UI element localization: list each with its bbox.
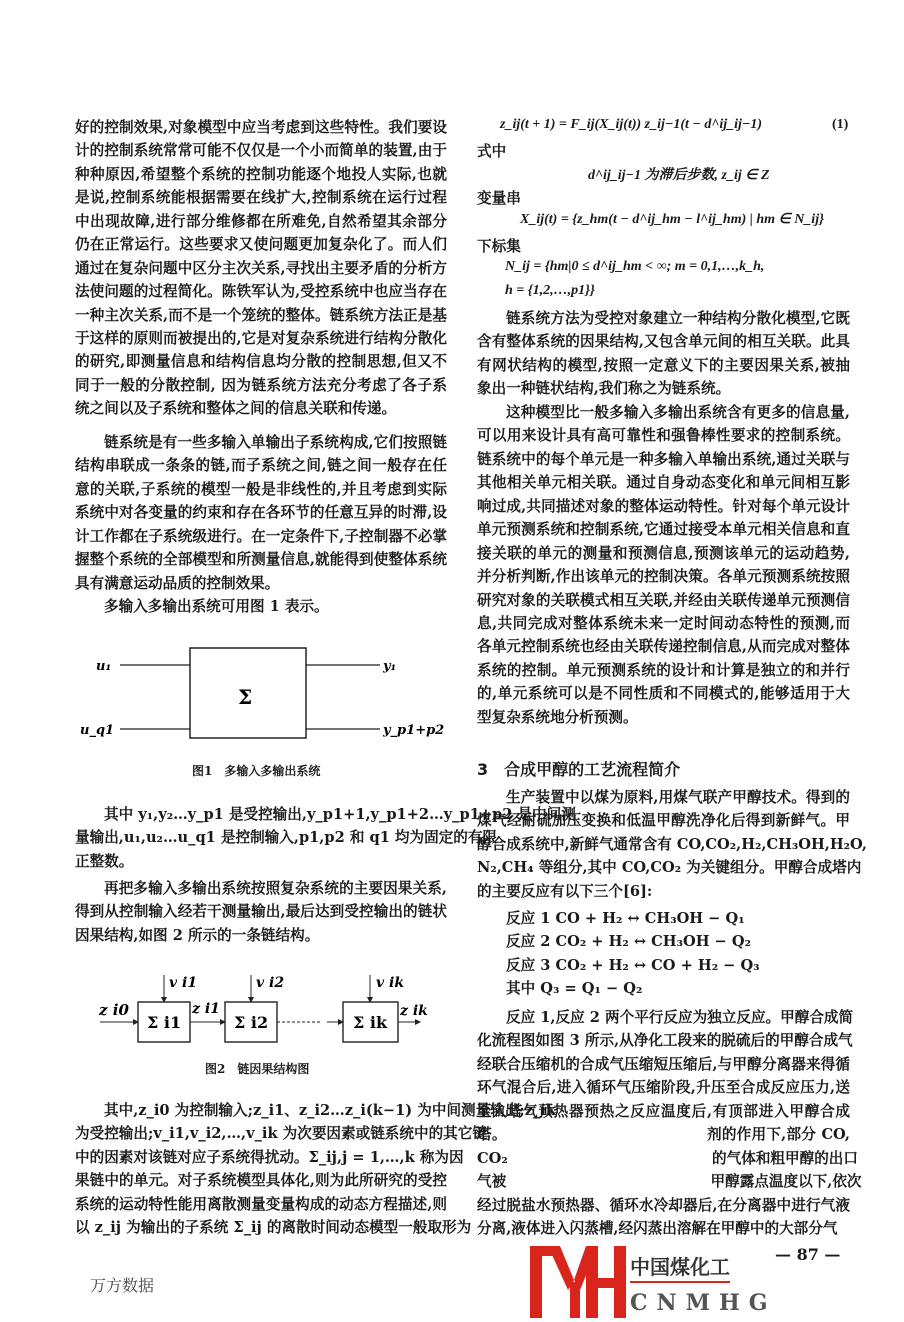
equation-variable-string: X_ij(t) = {z_hm(t − d^ij_hm − l^ij_hm) | hm ∈ N_ij} [520,212,824,227]
equation-1: z_ij(t + 1) = F_ij(X_ij(t)) z_ij−1(t − d^ij_ij−1) [500,117,763,132]
text-line: 各单元控制系统也经由关联传递控制信息,从而完成对整体 [477,638,850,656]
figure-1-caption: 图1 多输入多输出系统 [192,764,321,778]
text-line: 研究对象的关联模式相互关联,并经由关联传递单元预测信 [477,591,850,609]
equation-delay: d^ij_ij−1 为滞后步数, z_ij ∈ Z [588,168,770,183]
section-heading-3: 3 合成甲醇的工艺流程简介 [477,760,681,779]
label-sigma-2: Σ i2 [234,1013,269,1032]
text-line: 醇合成系统中,新鲜气通常含有 CO,CO₂,H₂,CH₃OH,H₂O, [477,835,867,853]
text-line: 于这样的原则而被提出的,它是对复杂系统进行结构分散化 [75,329,447,347]
text-line: 塔。 剂的作用下,部分 CO, [477,1126,850,1144]
text-line: 反应 1,反应 2 两个平行反应为独立反应。甲醇合成简 [506,1009,854,1026]
text-line: 化流程图如图 3 所示,从净化工段来的脱硫后的甲醇合成气 [477,1032,853,1050]
text-line: 具有满意运动品质的控制效果。 [75,574,280,592]
text-line: 型复杂系统地分析预测。 [477,708,638,726]
text-line: 其中 Q₃ = Q₁ − Q₂ [506,980,643,998]
label-v1: v i1 [169,975,198,991]
text-line: 系统的运动特性能用离散测量变量构成的动态方程描述,则 [75,1195,447,1213]
text-line: 反应 2 CO₂ + H₂ ↔ CH₃OH − Q₂ [506,933,751,951]
label-zk: z ik [400,1003,428,1019]
equation-subscript-set-cont: h = {1,2,…,p1}} [505,283,595,298]
text-line: 的研究,即测量信息和结构信息均分散的控制思想,但又不 [75,353,447,371]
text-line: 计工作都在子系统级进行。在一定条件下,子控制器不必掌 [75,527,447,545]
text-line: 这种模型比一般多输入多输出系统含有更多的信息量, [506,404,850,421]
text-line: 系统的控制。单元预测系统的设计和计算是独立的和并行 [477,661,850,679]
figure-1-mimo-diagram [80,640,450,750]
text-line: 法使问题的过程简化。陈铁军认为,受控系统中也应当存在 [75,283,447,301]
text-line: 的,单元系统可以是不同性质和不同模式的,能够适用于大 [477,685,850,703]
text-line: 正整数。 [75,852,134,870]
text-line: 系统中对各变量的约束和存在各环节的任意互异的时滞,设 [75,504,447,522]
text-line: 接关联的单元的测量和预测信息,预测该单元的运动趋势, [477,544,850,562]
text-line: 再把多输入多输出系统按照复杂系统的主要因果关系, [104,880,447,897]
paragraph-chain-system [75,431,447,595]
text-line: 息,共同完成对整体系统未来一定时间动态特性的预测,而 [477,614,850,632]
paragraph-production [477,786,867,903]
text-line: 量输出,u₁,u₂…u_q1 是控制输入,p1,p2 和 q1 均为固定的有限 [75,829,498,847]
footer-source: 万方数据 [90,1276,155,1295]
label-y1: y₁ [383,659,397,674]
text-line: 环气混合后,进入循环气压缩阶段,升压至合成反应压力,送 [477,1079,850,1097]
text-line: 计的控制系统常常可能不仅仅是一个小而简单的装置,由于 [75,142,447,160]
text-line: 链系统是有一些多输入单输出子系统构成,它们按照链 [104,434,447,451]
label-u1: u₁ [96,659,112,674]
text-line: 单元预测系统和控制系统,它通过接受本单元相关信息和直 [477,521,850,539]
label-sigma-1: Σ i1 [147,1013,182,1032]
label-vk: v ik [376,975,405,991]
label-yp: y_p1+p2 [383,723,445,738]
text-line: 得到从控制输入经若干测量输出,最后达到受控输出的链状 [75,903,447,921]
label-subscript-set: 下标集 [477,238,521,255]
paragraph-process-flow [477,1006,862,1240]
text-line: 同于一般的分散控制, 因为链系统方法充分考虑了各子系 [75,376,447,394]
text-line: 象出一种链状结构,我们称之为链系统。 [477,380,731,398]
text-line: 其中,z_i0 为控制输入;z_i1、z_i2…z_i(k−1) 为中间测量输出;z_ik [104,1102,557,1119]
label-z1: z i1 [192,1001,220,1017]
text-line: 反应 3 CO₂ + H₂ ↔ CO + H₂ − Q₃ [506,956,760,974]
reaction-list [477,907,850,1001]
text-line: 其中 y₁,y₂…y_p1 是受控输出,y_p1+1,y_p1+2…y_p1+p2 是中间测 [104,806,576,823]
label-sigma: Σ [238,685,253,709]
watermark-logo [530,1246,777,1318]
text-line: 可以用来设计具有高可靠性和强鲁棒性要求的控制系统。 [477,427,850,445]
text-line: 多输入多输出系统可用图 1 表示。 [104,598,329,615]
label-variable-string: 变量串 [477,190,521,207]
paragraph-chain-structure [75,877,447,947]
paragraph-chain-variables [75,1099,557,1240]
text-line: 其他相关单元相关联。通过自身动态变化和单元间相互影 [477,474,850,492]
label-where: 式中 [477,143,507,160]
text-line: 并分析判断,作出该单元的控制决策。各单元预测系统按照 [477,568,850,586]
watermark-cn: 中国煤化工 [630,1255,730,1279]
text-line: 中出现故障,进行部分维修都在所难免,自然希望其余部分 [75,212,447,230]
text-line: 煤气经耐硫加压变换和低温甲醇洗净化后得到新鲜气。甲 [477,812,850,830]
text-line: 至入塔气预热器预热之反应温度后,有顶部进入甲醇合成 [477,1102,850,1120]
label-sigma-k: Σ ik [353,1013,388,1032]
paragraph-intro-continued [75,116,447,421]
text-line: 链系统方法为受控对象建立一种结构分散化模型,它既 [506,310,850,327]
text-line: 中的因素对该链对应子系统得扰动。Σ_ij,j = 1,…,k 称为因 [75,1148,464,1166]
text-line: 含有整体系统的因果结构,又包含单元间的相互关联。此具 [477,333,850,351]
text-line: 种种原因,希望整个系统的控制功能逐个地投人实际,也就 [75,165,447,183]
paragraph-chain-method [477,307,850,401]
text-line: 握整个系统的全部模型和所测量信息,就能得到使整体系统 [75,551,447,569]
equation-1-number: (1) [832,117,849,132]
watermark-en: CNMHG [630,1290,777,1316]
text-line: 气被 甲醇露点温度以下,依次 [477,1173,862,1191]
text-line: 响过成,共同描述对象的整体运动特性。针对每个单元设计 [477,497,850,515]
text-line: 结构串联成一条条的链,而子系统之间,链之间一般存在任 [75,457,447,475]
text-line: 分离,液体进入闪蒸槽,经闪蒸出溶解在甲醇中的大部分气 [477,1219,838,1237]
text-line: 一种主次关系,而不是一个笼统的整体。链系统方法正是基 [75,306,447,324]
label-z0: z i0 [99,1001,129,1019]
text-line: N₂,CH₄ 等组分,其中 CO,CO₂ 为关键组分。甲醇合成塔内 [477,859,862,877]
text-line: 统之间以及子系统和整体之间的信息关联和传递。 [75,400,397,418]
text-line: 意的关联,子系统的模型一般是非线性的,并且考虑到实际 [75,480,447,498]
page-number: — 87 — [775,1245,841,1264]
text-line: 经过脱盐水预热器、循环水冷却器后,在分离器中进行气液 [477,1196,850,1214]
paragraph-model-info [477,401,850,729]
label-v2: v i2 [256,975,285,991]
text-line: CO₂ 的气体和粗甲醇的出口 [477,1149,858,1167]
text-line: 果链中的单元。对子系统模型具体化,则为此所研究的受控 [75,1172,447,1190]
text-line: 经联合压缩机的合成气压缩短压缩后,与甲醇分离器来得循 [477,1055,850,1073]
text-line: 有网状结构的模型,按照一定意义下的主要因果关系,被抽 [477,356,850,374]
text-line: 反应 1 CO + H₂ ↔ CH₃OH − Q₁ [506,910,745,927]
text-line: 链系统中的每个单元是一种多输入单输出系统,通过关联与 [477,450,850,468]
figure-2-caption: 图2 链因果结构图 [205,1062,310,1076]
equation-subscript-set: N_ij = {hm|0 ≤ d^ij_hm < ∞; m = 0,1,…,k_h, [505,259,765,274]
text-line: 为受控输出;v_i1,v_i2,…,v_ik 为次要因素或链系统中的其它链 [75,1125,487,1143]
cnmhg-logo-icon [530,1246,777,1318]
figure-2-chain-diagram [95,965,445,1045]
text-line: 好的控制效果,对象模型中应当考虑到这些特性。我们要设 [75,119,447,136]
text-line: 因果结构,如图 2 所示的一条链结构。 [75,926,320,944]
text-line: 仍在正常运行。这些要求又使问题更加复杂化了。而人们 [75,236,447,254]
label-uq1: u_q1 [80,723,115,738]
paragraph-outputs [75,803,576,873]
text-line: 是说,控制系统能根据需要在线扩大,控制系统在运行过程 [75,189,447,207]
text-line: 生产装置中以煤为原料,用煤气联产甲醇技术。得到的 [506,789,850,806]
text-line: 的主要反应有以下三个[6]: [477,882,653,900]
text-line: 以 z_ij 为输出的子系统 Σ_ij 的离散时间动态模型一般取形为 [75,1219,472,1237]
paragraph-figure1-ref [75,595,447,618]
text-line: 通过在复杂问题中区分主次关系,寻找出主要矛盾的分析方 [75,259,447,277]
